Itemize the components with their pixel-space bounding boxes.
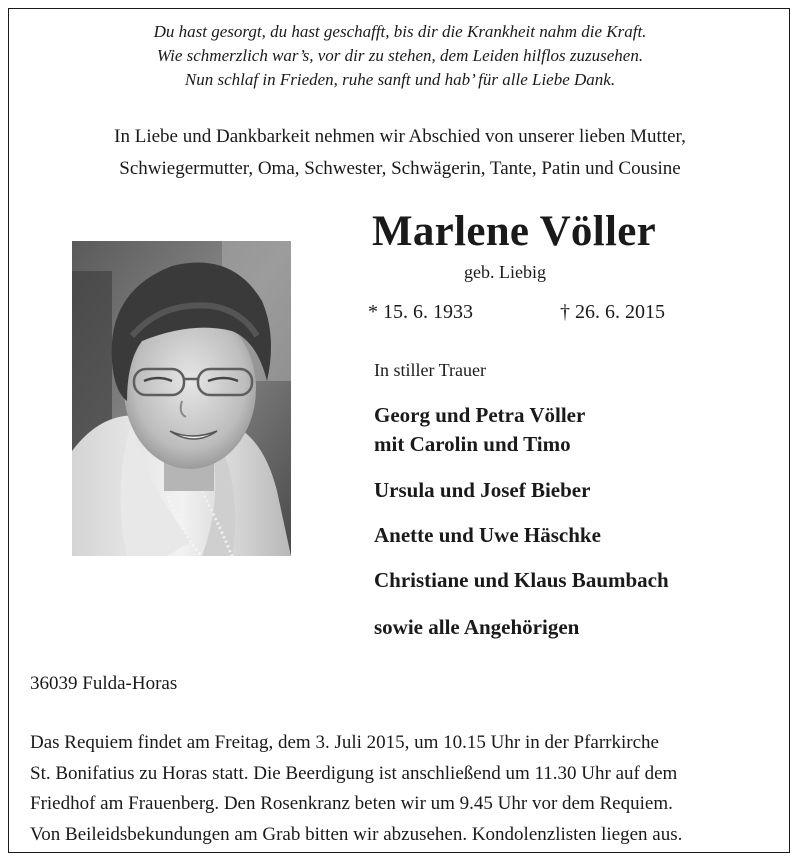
service-notice: [30, 728, 682, 850]
poem: [0, 20, 800, 92]
deceased-name: Marlene Völler: [372, 208, 656, 255]
notice-line: Von Beileidsbekundungen am Grab bitten wir abzusehen. Kondolenzlisten liegen aus.: [30, 823, 683, 845]
mourner-entry: Georg und Petra Völler: [374, 403, 586, 427]
maiden-name: geb. Liebig: [464, 262, 546, 282]
notice-line: St. Bonifatius zu Horas statt. Die Beerdigung ist anschließend um 11.30 Uhr auf dem: [30, 762, 678, 784]
poem-line: Du hast gesorgt, du hast geschafft, bis dir die Krankheit nahm die Kraft.: [153, 22, 647, 41]
mourner-entry: sowie alle Angehörigen: [374, 615, 580, 639]
intro-line: Schwiegermutter, Oma, Schwester, Schwägerin, Tante, Patin und Cousine: [119, 158, 681, 179]
mourner-entry: Christiane und Klaus Baumbach: [374, 568, 669, 592]
mourning-label: In stiller Trauer: [374, 360, 486, 380]
intro-text: [0, 121, 800, 185]
poem-line: Wie schmerzlich war’s, vor dir zu stehen, dem Leiden hilflos zuzusehen.: [156, 46, 644, 65]
portrait-photo: [72, 241, 291, 556]
intro-line: In Liebe und Dankbarkeit nehmen wir Abschied von unserer lieben Mutter,: [114, 126, 686, 147]
mourner-entry: Ursula und Josef Bieber: [374, 478, 591, 502]
birth-date: * 15. 6. 1933: [368, 301, 473, 323]
notice-line: Friedhof am Frauenberg. Den Rosenkranz beten wir um 9.45 Uhr vor dem Requiem.: [30, 793, 673, 814]
address: 36039 Fulda-Horas: [30, 673, 178, 694]
poem-line: Nun schlaf in Frieden, ruhe sanft und hab’ für alle Liebe Dank.: [184, 70, 616, 89]
death-date: † 26. 6. 2015: [560, 301, 665, 323]
mourner-entry: Anette und Uwe Häschke: [374, 523, 601, 547]
notice-line: Das Requiem findet am Freitag, dem 3. Juli 2015, um 10.15 Uhr in der Pfarrkirche: [30, 732, 659, 753]
mourner-entry: mit Carolin und Timo: [374, 432, 571, 456]
